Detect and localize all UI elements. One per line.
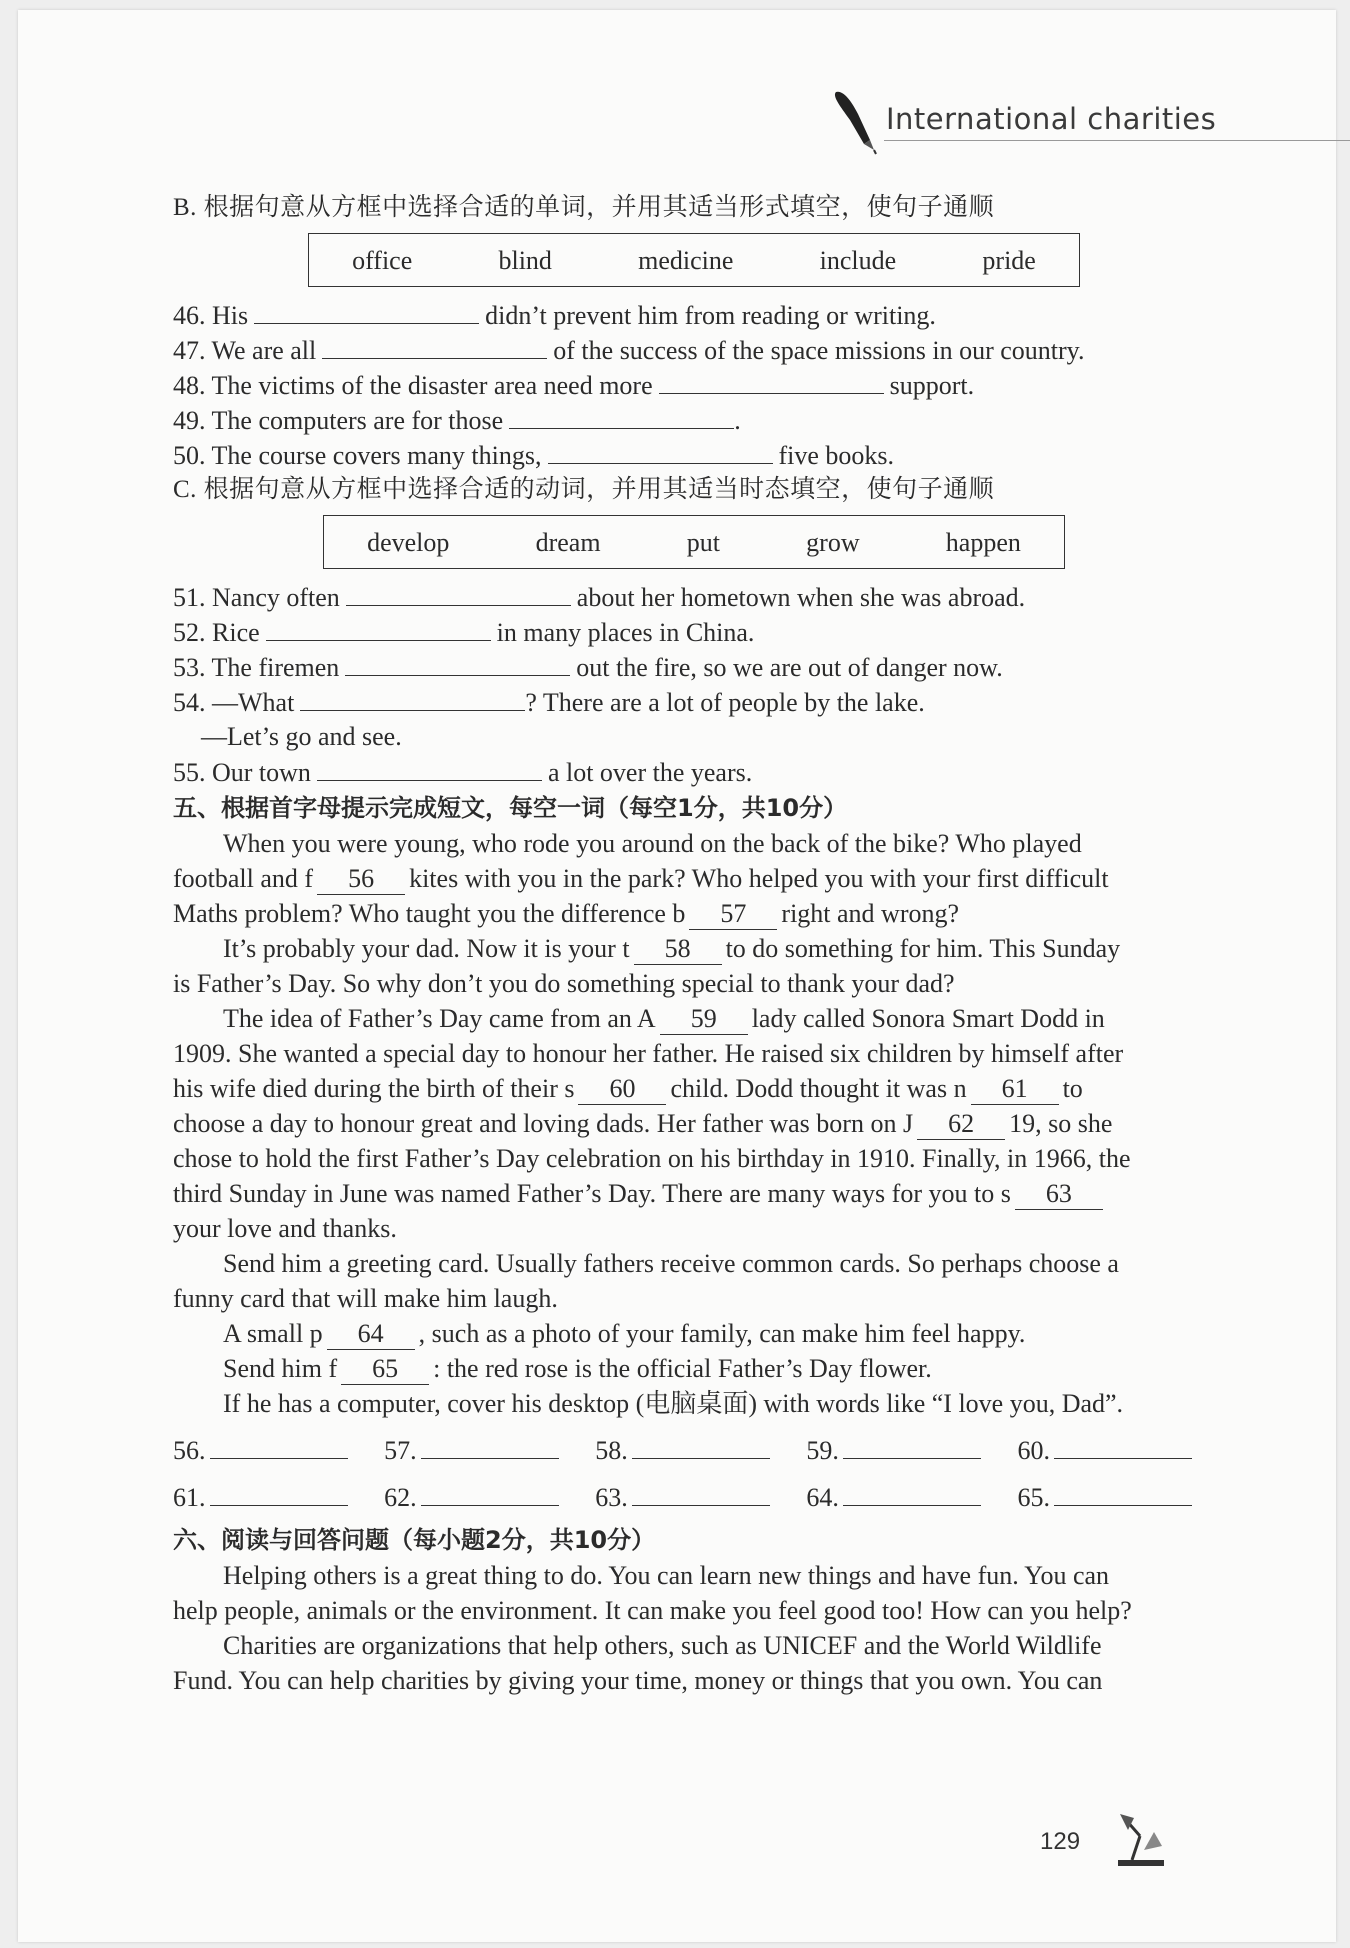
answer-blank[interactable] xyxy=(346,579,571,606)
section-b-instruction: B. 根据句意从方框中选择合适的单词，并用其适当形式填空，使句子通顺 xyxy=(173,194,995,221)
section-b-word-box xyxy=(308,233,1080,287)
answer-blank[interactable] xyxy=(632,1479,770,1506)
answer-blank[interactable] xyxy=(509,402,734,429)
numbered-blank[interactable]: 61 xyxy=(971,1074,1059,1105)
passage-line xyxy=(173,1106,1213,1141)
numbered-blank[interactable]: 62 xyxy=(917,1109,1005,1140)
answer-row xyxy=(173,1421,1198,1468)
passage-line xyxy=(173,896,1213,931)
passage-line xyxy=(173,1211,1213,1246)
question-48: 48. The victims of the disaster area need more support. xyxy=(173,367,1213,402)
word-box-item: office xyxy=(352,245,413,275)
reading-passage xyxy=(173,1558,1213,1698)
passage-text: The idea of Father’s Day came from an A xyxy=(223,1004,656,1033)
passage-line xyxy=(173,966,1213,1001)
answer-blank[interactable] xyxy=(421,1432,559,1459)
passage-line xyxy=(173,826,1213,861)
section-6-heading: 六、阅读与回答问题（每小题2分，共10分） xyxy=(173,1526,656,1554)
answer-row xyxy=(173,1468,1198,1515)
passage-text: If he has a computer, cover his desktop (电脑桌面) with words like “I love you, Dad”. xyxy=(223,1389,1124,1418)
pen-icon xyxy=(828,88,888,158)
word-box-item: happen xyxy=(945,527,1021,557)
numbered-blank[interactable]: 58 xyxy=(634,934,722,965)
question-49: 49. The computers are for those . xyxy=(173,402,1213,437)
answer-slot: 58. xyxy=(595,1432,776,1468)
answer-slot: 61. xyxy=(173,1479,354,1515)
passage-text: When you were young, who rode you around on the back of the bike? Who played xyxy=(223,829,1082,858)
section-5-heading: 五、根据首字母提示完成短文，每空一词（每空1分，共10分） xyxy=(173,794,848,822)
answer-blank[interactable] xyxy=(210,1432,348,1459)
answer-blank[interactable] xyxy=(345,649,570,676)
passage-line xyxy=(173,1316,1213,1351)
question-53: 53. The firemen out the fire, so we are out of danger now. xyxy=(173,649,1213,684)
numbered-blank[interactable]: 64 xyxy=(327,1319,415,1350)
answer-blank[interactable] xyxy=(421,1479,559,1506)
passage-text: your love and thanks. xyxy=(173,1214,397,1243)
passage-line xyxy=(173,1246,1213,1281)
passage-text: funny card that will make him laugh. xyxy=(173,1284,558,1313)
numbered-blank[interactable]: 57 xyxy=(689,899,777,930)
passage-text: his wife died during the birth of their s xyxy=(173,1074,575,1103)
word-box-item: blind xyxy=(498,245,552,275)
passage-line xyxy=(173,1001,1213,1036)
answer-slot: 56. xyxy=(173,1432,354,1468)
passage-text: lady called Sonora Smart Dodd in xyxy=(751,1004,1105,1033)
passage-text: 1909. She wanted a special day to honour her father. He raised six children by himself after xyxy=(173,1039,1124,1068)
answer-slot: 64. xyxy=(806,1479,987,1515)
numbered-blank[interactable]: 59 xyxy=(660,1004,748,1035)
answer-blank[interactable] xyxy=(548,437,773,464)
word-box-item: pride xyxy=(982,245,1036,275)
passage-text: choose a day to honour great and loving dads. Her father was born on J xyxy=(173,1109,914,1138)
answer-blank[interactable] xyxy=(317,754,542,781)
passage-text: is Father’s Day. So why don’t you do something special to thank your dad? xyxy=(173,969,955,998)
answer-slot: 59. xyxy=(806,1432,987,1468)
passage-line xyxy=(173,1176,1213,1211)
word-box-item: medicine xyxy=(638,245,734,275)
content xyxy=(173,190,1213,1698)
question-55: 55. Our town a lot over the years. xyxy=(173,754,1213,789)
answer-blank[interactable] xyxy=(843,1432,981,1459)
passage-line: Charities are organizations that help others, such as UNICEF and the World Wildlife xyxy=(223,1631,1102,1660)
passage-text: football and f xyxy=(173,864,314,893)
passage-line xyxy=(173,1386,1213,1421)
passage-text: It’s probably your dad. Now it is your t xyxy=(223,934,630,963)
page-header xyxy=(828,88,1350,148)
answer-blank[interactable] xyxy=(300,684,525,711)
answer-slot: 62. xyxy=(384,1479,565,1515)
word-box-item: dream xyxy=(535,527,601,557)
passage-line xyxy=(173,931,1213,966)
cloze-passage xyxy=(173,826,1213,1421)
passage-text: 19, so she xyxy=(1009,1109,1113,1138)
question-51: 51. Nancy often about her hometown when she was abroad. xyxy=(173,579,1213,614)
question-47: 47. We are all of the success of the space missions in our country. xyxy=(173,332,1213,367)
passage-line: Helping others is a great thing to do. You can learn new things and have fun. You can xyxy=(223,1561,1110,1590)
passage-text: right and wrong? xyxy=(781,899,960,928)
passage-line xyxy=(173,1071,1213,1106)
question-46: 46. His didn’t prevent him from reading or writing. xyxy=(173,297,1213,332)
passage-text: Send him f xyxy=(223,1354,338,1383)
passage-text: to xyxy=(1062,1074,1083,1103)
passage-text: Send him a greeting card. Usually fathers receive common cards. So perhaps choose a xyxy=(223,1249,1119,1278)
numbered-blank[interactable]: 56 xyxy=(317,864,405,895)
header-title: International charities xyxy=(886,102,1217,136)
answer-blank[interactable] xyxy=(659,367,884,394)
numbered-blank[interactable]: 65 xyxy=(341,1354,429,1385)
word-box-item: put xyxy=(686,527,720,557)
passage-line xyxy=(173,1351,1213,1386)
passage-text: , such as a photo of your family, can make him feel happy. xyxy=(418,1319,1026,1348)
word-box-item: develop xyxy=(367,527,450,557)
passage-text: A small p xyxy=(223,1319,323,1348)
passage-text: child. Dodd thought it was n xyxy=(670,1074,967,1103)
answer-slot: 60. xyxy=(1018,1432,1199,1468)
passage-text: : the red rose is the official Father’s Day flower. xyxy=(433,1354,932,1383)
answer-blank[interactable] xyxy=(254,297,479,324)
passage-text: kites with you in the park? Who helped you with your first difficult xyxy=(409,864,1109,893)
section-c-instruction: C. 根据句意从方框中选择合适的动词，并用其适当时态填空，使句子通顺 xyxy=(173,476,995,503)
section-c-word-box xyxy=(323,515,1065,569)
numbered-blank[interactable]: 60 xyxy=(578,1074,666,1105)
answer-blank[interactable] xyxy=(632,1432,770,1459)
passage-line xyxy=(173,1141,1213,1176)
word-box-item: include xyxy=(819,245,897,275)
word-box-item: grow xyxy=(806,527,860,557)
question-50: 50. The course covers many things, five books. xyxy=(173,437,1213,472)
header-rule xyxy=(884,140,1350,141)
passage-text: third Sunday in June was named Father’s Day. There are many ways for you to s xyxy=(173,1179,1011,1208)
answer-slot: 65. xyxy=(1018,1479,1199,1515)
worksheet-page xyxy=(18,10,1336,1942)
passage-line xyxy=(173,861,1213,896)
answer-blank[interactable] xyxy=(843,1479,981,1506)
question-54: 54. —What ? There are a lot of people by the lake. xyxy=(173,684,1213,719)
question-54-reply: —Let’s go and see. xyxy=(201,722,402,751)
passage-text: chose to hold the first Father’s Day celebration on his birthday in 1910. Finally, in 1966, the xyxy=(173,1144,1131,1173)
passage-line: help people, animals or the environment. It can make you feel good too! How can you help? xyxy=(173,1596,1132,1625)
passage-text: Maths problem? Who taught you the difference b xyxy=(173,899,686,928)
desk-lamp-icon xyxy=(1110,1810,1172,1870)
answer-slot: 57. xyxy=(384,1432,565,1468)
answer-blank[interactable] xyxy=(1054,1479,1192,1506)
answer-blank[interactable] xyxy=(210,1479,348,1506)
answer-blank[interactable] xyxy=(266,614,491,641)
passage-line xyxy=(173,1036,1213,1071)
passage-text: to do something for him. This Sunday xyxy=(725,934,1121,963)
question-52: 52. Rice in many places in China. xyxy=(173,614,1213,649)
numbered-blank[interactable]: 63 xyxy=(1015,1179,1103,1210)
answer-blank[interactable] xyxy=(1054,1432,1192,1459)
page-number: 129 xyxy=(1040,1828,1081,1855)
passage-line xyxy=(173,1281,1213,1316)
answer-slot: 63. xyxy=(595,1479,776,1515)
answer-blank[interactable] xyxy=(322,332,547,359)
passage-line: Fund. You can help charities by giving your time, money or things that you own. You can xyxy=(173,1666,1103,1695)
